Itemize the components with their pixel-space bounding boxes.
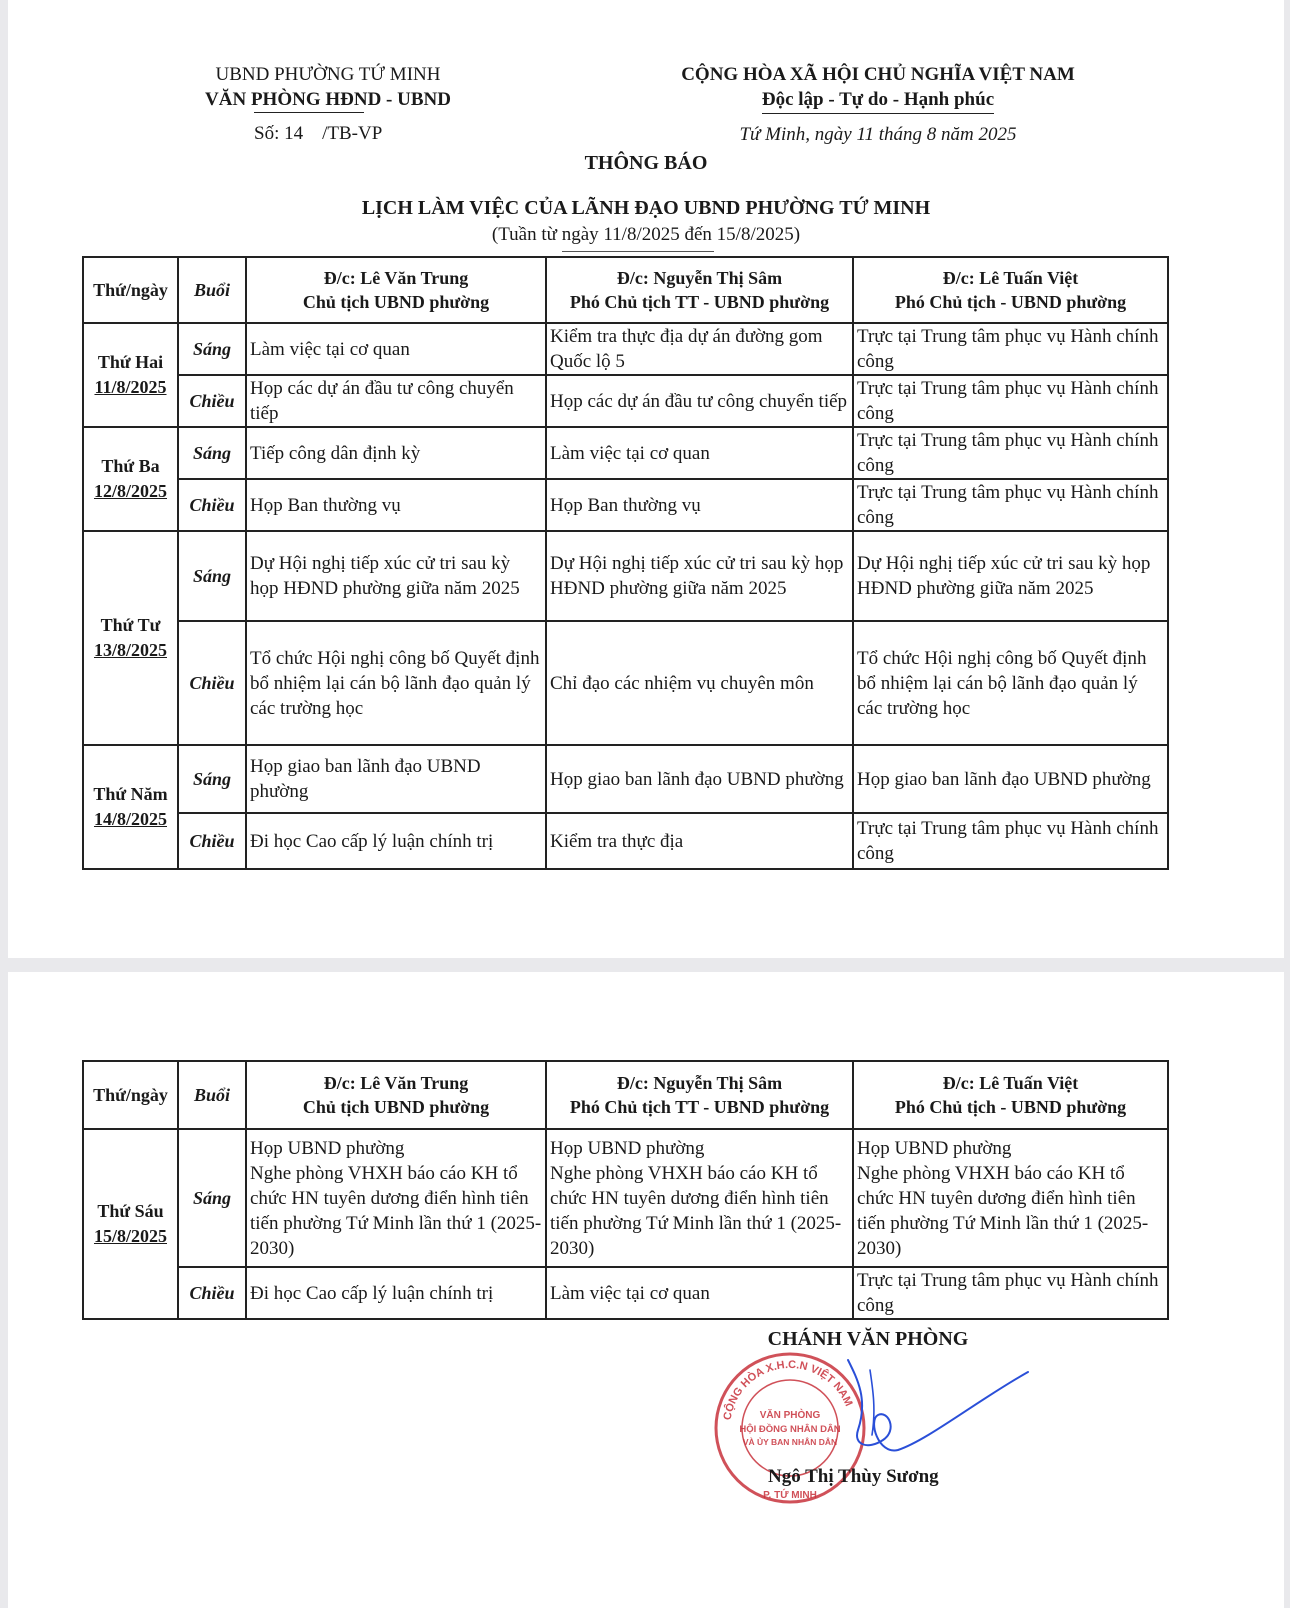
country-name: CỘNG HÒA XÃ HỘI CHỦ NGHĨA VIỆT NAM [681, 64, 1075, 85]
table-row [83, 323, 1168, 375]
session-morning: Sáng [178, 1129, 246, 1267]
handwritten-signature [828, 1340, 1048, 1480]
day-cell [83, 1129, 178, 1319]
schedule-cell: Trực tại Trung tâm phục vụ Hành chính công [853, 479, 1168, 531]
schedule-cell: Họp các dự án đầu tư công chuyển tiếp [546, 375, 853, 427]
day-cell [83, 427, 178, 531]
schedule-cell: Trực tại Trung tâm phục vụ Hành chính công [853, 427, 1168, 479]
schedule-cell: Dự Hội nghị tiếp xúc cử tri sau kỳ họp HĐND phường giữa năm 2025 [246, 531, 546, 621]
day-cell [83, 323, 178, 427]
header-person-2 [546, 1061, 853, 1129]
document-subtitle: (Tuần từ ngày 11/8/2025 đến 15/8/2025) [491, 224, 801, 245]
schedule-cell: Kiểm tra thực địa dự án đường gom Quốc lộ 5 [546, 323, 853, 375]
day-name: Thứ Năm [93, 784, 168, 804]
table-row [83, 531, 1168, 621]
schedule-cell: Họp UBND phường Nghe phòng VHXH báo cáo KH tổ chức HN tuyên dương điển hình tiên tiến phường Tứ Minh lần thứ 1 (2025-2030) [853, 1129, 1168, 1267]
person-2-role: Phó Chủ tịch TT - UBND phường [569, 292, 830, 312]
day-name: Thứ Sáu [97, 1201, 164, 1221]
table-row [83, 375, 1168, 427]
schedule-cell: Trực tại Trung tâm phục vụ Hành chính công [853, 813, 1168, 869]
signature-stroke [870, 1370, 874, 1435]
document-number: Số: 14 /TB-VP [254, 123, 383, 144]
person-3-name: Đ/c: Lê Tuấn Việt [942, 268, 1079, 288]
schedule-cell: Đi học Cao cấp lý luận chính trị [246, 813, 546, 869]
schedule-cell: Đi học Cao cấp lý luận chính trị [246, 1267, 546, 1319]
day-name: Thứ Ba [101, 456, 160, 476]
issuer-office: VĂN PHÒNG HĐND - UBND [205, 89, 451, 110]
session-morning: Sáng [178, 531, 246, 621]
day-cell [83, 745, 178, 869]
table-row [83, 479, 1168, 531]
session-afternoon: Chiều [178, 375, 246, 427]
table-row [83, 427, 1168, 479]
schedule-cell: Họp các dự án đầu tư công chuyển tiếp [246, 375, 546, 427]
table-row [83, 1267, 1168, 1319]
session-afternoon: Chiều [178, 813, 246, 869]
national-motto: Độc lập - Tự do - Hạnh phúc [762, 87, 994, 114]
header-person-3 [853, 1061, 1168, 1129]
issuer-org: UBND PHƯỜNG TỨ MINH [215, 64, 441, 85]
schedule-cell: Làm việc tại cơ quan [546, 427, 853, 479]
person-2-name: Đ/c: Nguyễn Thị Sâm [616, 1073, 783, 1093]
person-2-role: Phó Chủ tịch TT - UBND phường [569, 1097, 830, 1117]
document-page-2 [8, 972, 1284, 1608]
schedule-cell: Kiểm tra thực địa [546, 813, 853, 869]
person-1-name: Đ/c: Lê Văn Trung [323, 1073, 469, 1093]
stamp-line-4: P. TỨ MINH [763, 1490, 817, 1501]
schedule-cell: Trực tại Trung tâm phục vụ Hành chính công [853, 323, 1168, 375]
schedule-cell: Họp UBND phường Nghe phòng VHXH báo cáo KH tổ chức HN tuyên dương điển hình tiên tiến phường Tứ Minh lần thứ 1 (2025-2030) [546, 1129, 853, 1267]
person-3-name: Đ/c: Lê Tuấn Việt [942, 1073, 1079, 1093]
schedule-cell: Tiếp công dân định kỳ [246, 427, 546, 479]
schedule-cell: Làm việc tại cơ quan [546, 1267, 853, 1319]
schedule-cell: Làm việc tại cơ quan [246, 323, 546, 375]
schedule-cell: Tổ chức Hội nghị công bố Quyết định bổ nhiệm lại cán bộ lãnh đạo quản lý các trường học [853, 621, 1168, 745]
schedule-cell: Họp giao ban lãnh đạo UBND phường [546, 745, 853, 813]
schedule-cell: Dự Hội nghị tiếp xúc cử tri sau kỳ họp HĐND phường giữa năm 2025 [853, 531, 1168, 621]
day-cell [83, 531, 178, 745]
document-title: LỊCH LÀM VIỆC CỦA LÃNH ĐẠO UBND PHƯỜNG TỨ MINH [361, 197, 931, 219]
person-3-role: Phó Chủ tịch - UBND phường [894, 1097, 1127, 1117]
session-morning: Sáng [178, 745, 246, 813]
header-person-1 [246, 257, 546, 323]
session-afternoon: Chiều [178, 479, 246, 531]
document-date: Tứ Minh, ngày 11 tháng 8 năm 2025 [739, 124, 1017, 145]
schedule-cell: Chỉ đạo các nhiệm vụ chuyên môn [546, 621, 853, 745]
schedule-cell: Trực tại Trung tâm phục vụ Hành chính công [853, 1267, 1168, 1319]
schedule-cell: Dự Hội nghị tiếp xúc cử tri sau kỳ họp HĐND phường giữa năm 2025 [546, 531, 853, 621]
header-session: Buổi [178, 1061, 246, 1129]
signer-name: Ngô Thị Thùy Sương [768, 1466, 939, 1487]
person-2-name: Đ/c: Nguyễn Thị Sâm [616, 268, 783, 288]
national-header [658, 62, 1098, 147]
session-morning: Sáng [178, 427, 246, 479]
schedule-cell: Họp Ban thường vụ [246, 479, 546, 531]
table-header-row [83, 257, 1168, 323]
signature-stroke [848, 1360, 1028, 1450]
person-1-role: Chủ tịch UBND phường [302, 292, 490, 312]
header-person-2 [546, 257, 853, 323]
table-header-row [83, 1061, 1168, 1129]
stamp-line-3: VÀ ỦY BAN NHÂN DÂN [742, 1437, 838, 1447]
document-type: THÔNG BÁO [584, 152, 708, 174]
schedule-cell: Tổ chức Hội nghị công bố Quyết định bổ nhiệm lại cán bộ lãnh đạo quản lý các trường học [246, 621, 546, 745]
schedule-table-continued [82, 1060, 1169, 1320]
stamp-line-2: HỘI ĐỒNG NHÂN DÂN [739, 1424, 841, 1435]
person-1-name: Đ/c: Lê Văn Trung [323, 268, 469, 288]
schedule-table [82, 256, 1169, 870]
day-date: 12/8/2025 [93, 481, 167, 501]
session-afternoon: Chiều [178, 621, 246, 745]
schedule-cell: Trực tại Trung tâm phục vụ Hành chính công [853, 375, 1168, 427]
stamp-arc-text: CỘNG HÒA X.H.C.N VIỆT NAM [721, 1358, 855, 1422]
person-3-role: Phó Chủ tịch - UBND phường [894, 292, 1127, 312]
table-row [83, 1129, 1168, 1267]
header-session: Buổi [178, 257, 246, 323]
session-afternoon: Chiều [178, 1267, 246, 1319]
day-name: Thứ Tư [100, 615, 161, 635]
day-date: 11/8/2025 [94, 377, 167, 397]
header-day: Thứ/ngày [83, 1061, 178, 1129]
subtitle-underline [562, 251, 714, 252]
header-person-3 [853, 257, 1168, 323]
signer-title: CHÁNH VĂN PHÒNG [767, 1328, 969, 1350]
table-row [83, 745, 1168, 813]
day-date: 15/8/2025 [93, 1226, 167, 1246]
document-page-1 [8, 0, 1284, 958]
header-person-1 [246, 1061, 546, 1129]
person-1-role: Chủ tịch UBND phường [302, 1097, 490, 1117]
schedule-cell: Họp Ban thường vụ [546, 479, 853, 531]
issuer-block [168, 62, 488, 146]
issuer-underline [254, 112, 364, 113]
stamp-line-1: VĂN PHÒNG [759, 1410, 821, 1421]
schedule-cell: Họp giao ban lãnh đạo UBND phường [853, 745, 1168, 813]
schedule-cell: Họp UBND phường Nghe phòng VHXH báo cáo KH tổ chức HN tuyên dương điển hình tiên tiến phường Tứ Minh lần thứ 1 (2025-2030) [246, 1129, 546, 1267]
table-row [83, 621, 1168, 745]
header-day: Thứ/ngày [83, 257, 178, 323]
day-date: 13/8/2025 [93, 640, 167, 660]
table-row [83, 813, 1168, 869]
day-date: 14/8/2025 [93, 809, 167, 829]
session-morning: Sáng [178, 323, 246, 375]
schedule-cell: Họp giao ban lãnh đạo UBND phường [246, 745, 546, 813]
day-name: Thứ Hai [97, 352, 164, 372]
